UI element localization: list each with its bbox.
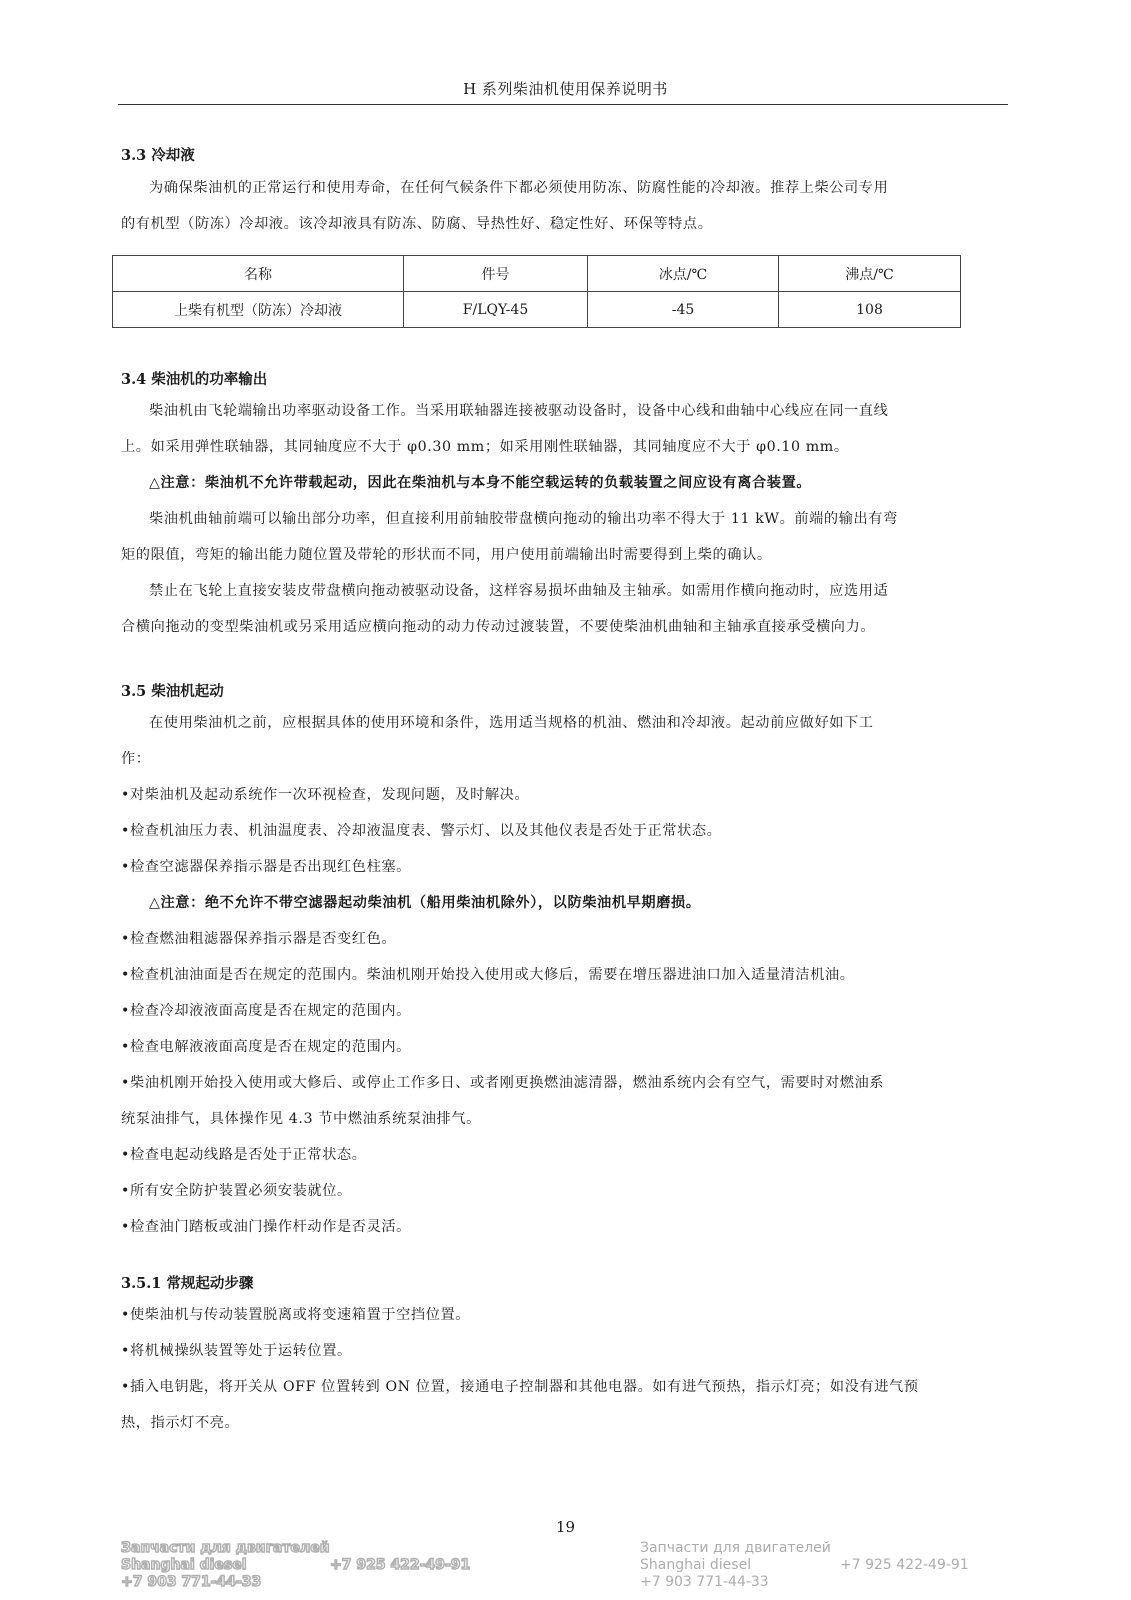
checklist-item: •检查油门踏板或油门操作杆动作是否灵活。: [121, 1219, 411, 1235]
step-item: •插入电钥匙，将开关从 OFF 位置转到 ON 位置，接通电子控制器和其他电器。如有进气预热，指示灯亮；如没有进气预: [121, 1379, 919, 1395]
warning-note: △注意：柴油机不允许带载起动，因此在柴油机与本身不能空载运转的负载装置之间应设有离合装置。: [149, 475, 812, 491]
checklist-item: •检查燃油粗滤器保养指示器是否变红色。: [121, 931, 397, 947]
checklist-item-continuation: 统泵油排气，具体操作见 4.3 节中燃油系统泵油排气。: [121, 1111, 481, 1127]
watermark-line: Запчасти для двигателей: [640, 1540, 831, 1556]
checklist-item: •检查电解液液面高度是否在规定的范围内。: [121, 1039, 411, 1055]
checklist-item: •检查冷却液液面高度是否在规定的范围内。: [121, 1003, 411, 1019]
paragraph-line: 的有机型（防冻）冷却液。该冷却液具有防冻、防腐、导热性好、稳定性好、环保等特点。: [121, 216, 713, 232]
table-cell: F/LQY-45: [404, 292, 588, 328]
coolant-spec-table: [112, 255, 961, 328]
page-number: 19: [555, 1518, 576, 1536]
watermark-line: +7 925 422-49-91: [840, 1557, 969, 1573]
watermark-solid-extra: [840, 1557, 1010, 1574]
paragraph-line: 禁止在飞轮上直接安装皮带盘横向拖动被驱动设备，这样容易损坏曲轴及主轴承。如需用作横向拖动时，应选用适: [149, 583, 889, 599]
section-3-3-paragraph: [121, 170, 1001, 242]
table-header-cell: 名称: [113, 256, 404, 292]
table-row: [113, 292, 961, 328]
table-cell: -45: [588, 292, 779, 328]
paragraph-line: 柴油机曲轴前端可以输出部分功率，但直接利用前轴胶带盘横向拖动的输出功率不得大于 11 kW。前端的输出有弯: [149, 511, 898, 527]
watermark-line: Shanghai diesel: [640, 1557, 752, 1573]
checklist-item: •对柴油机及起动系统作一次环视检查，发现问题，及时解决。: [121, 787, 530, 803]
paragraph-line: 上。如采用弹性联轴器，其同轴度应不大于 φ0.30 mm；如采用刚性联轴器，其同轴度应不大于 φ0.10 mm。: [121, 439, 849, 455]
watermark-line: Shanghai diesel: [121, 1557, 247, 1573]
watermark-line: +7 925 422-49-91: [330, 1557, 471, 1573]
table-header-cell: 冰点/℃: [588, 256, 779, 292]
watermark-outline: [121, 1540, 521, 1591]
section-3-5-body: [121, 705, 1001, 1245]
paragraph-line: 为确保柴油机的正常运行和使用寿命，在任何气候条件下都必须使用防冻、防腐性能的冷却液。推荐上柴公司专用: [149, 180, 889, 196]
section-3-3-heading: 3.3 冷却液: [121, 147, 195, 164]
section-3-4-heading: 3.4 柴油机的功率输出: [121, 371, 268, 388]
section-3-5-1-heading: 3.5.1 常规起动步骤: [121, 1275, 254, 1292]
warning-note: △注意：绝不允许不带空滤器起动柴油机（船用柴油机除外），以防柴油机早期磨损。: [149, 895, 701, 911]
watermark-solid: [640, 1540, 1010, 1591]
checklist-item: •检查机油油面是否在规定的范围内。柴油机刚开始投入使用或大修后，需要在增压器进油口加入适量清洁机油。: [121, 967, 855, 983]
paragraph-line: 合横向拖动的变型柴油机或另采用适应横向拖动的动力传动过渡装置，不要使柴油机曲轴和主轴承直接承受横向力。: [121, 619, 876, 635]
paragraph-line: 作：: [121, 751, 151, 767]
checklist-item: •检查空滤器保养指示器是否出现红色柱塞。: [121, 859, 411, 875]
paragraph-line: 柴油机由飞轮端输出功率驱动设备工作。当采用联轴器连接被驱动设备时，设备中心线和曲轴中心线应在同一直线: [149, 403, 889, 419]
section-3-4-body: [121, 393, 1001, 645]
step-item-continuation: 热，指示灯不亮。: [121, 1415, 240, 1431]
table-cell: 上柴有机型（防冻）冷却液: [113, 292, 404, 328]
watermark-line: +7 903 771-44-33: [121, 1574, 262, 1590]
watermark-outline-extra: [330, 1557, 530, 1574]
checklist-item: •检查电起动线路是否处于正常状态。: [121, 1147, 367, 1163]
step-item: •使柴油机与传动装置脱离或将变速箱置于空挡位置。: [121, 1307, 471, 1323]
checklist-item: •检查机油压力表、机油温度表、冷却液温度表、警示灯、以及其他仪表是否处于正常状态。: [121, 823, 722, 839]
paragraph-line: 矩的限值，弯矩的输出能力随位置及带轮的形状而不同，用户使用前端输出时需要得到上柴的确认。: [121, 547, 772, 563]
step-item: •将机械操纵装置等处于运转位置。: [121, 1343, 352, 1359]
table-header-cell: 件号: [404, 256, 588, 292]
table-header-cell: 沸点/℃: [779, 256, 961, 292]
checklist-item: •柴油机刚开始投入使用或大修后、或停止工作多日、或者刚更换燃油滤清器，燃油系统内会有空气，需要时对燃油系: [121, 1075, 885, 1091]
document-header-title: H 系列柴油机使用保养说明书: [463, 80, 668, 98]
table-header-row: [113, 256, 961, 292]
paragraph-line: 在使用柴油机之前，应根据具体的使用环境和条件，选用适当规格的机油、燃油和冷却液。起动前应做好如下工: [149, 715, 874, 731]
watermark-line: +7 903 771-44-33: [640, 1574, 769, 1590]
table-cell: 108: [779, 292, 961, 328]
header-divider: [118, 104, 1008, 105]
section-3-5-1-body: [121, 1297, 1001, 1441]
watermark-line: Запчасти для двигателей: [121, 1540, 330, 1556]
section-3-5-heading: 3.5 柴油机起动: [121, 683, 224, 700]
checklist-item: •所有安全防护装置必须安装就位。: [121, 1183, 352, 1199]
